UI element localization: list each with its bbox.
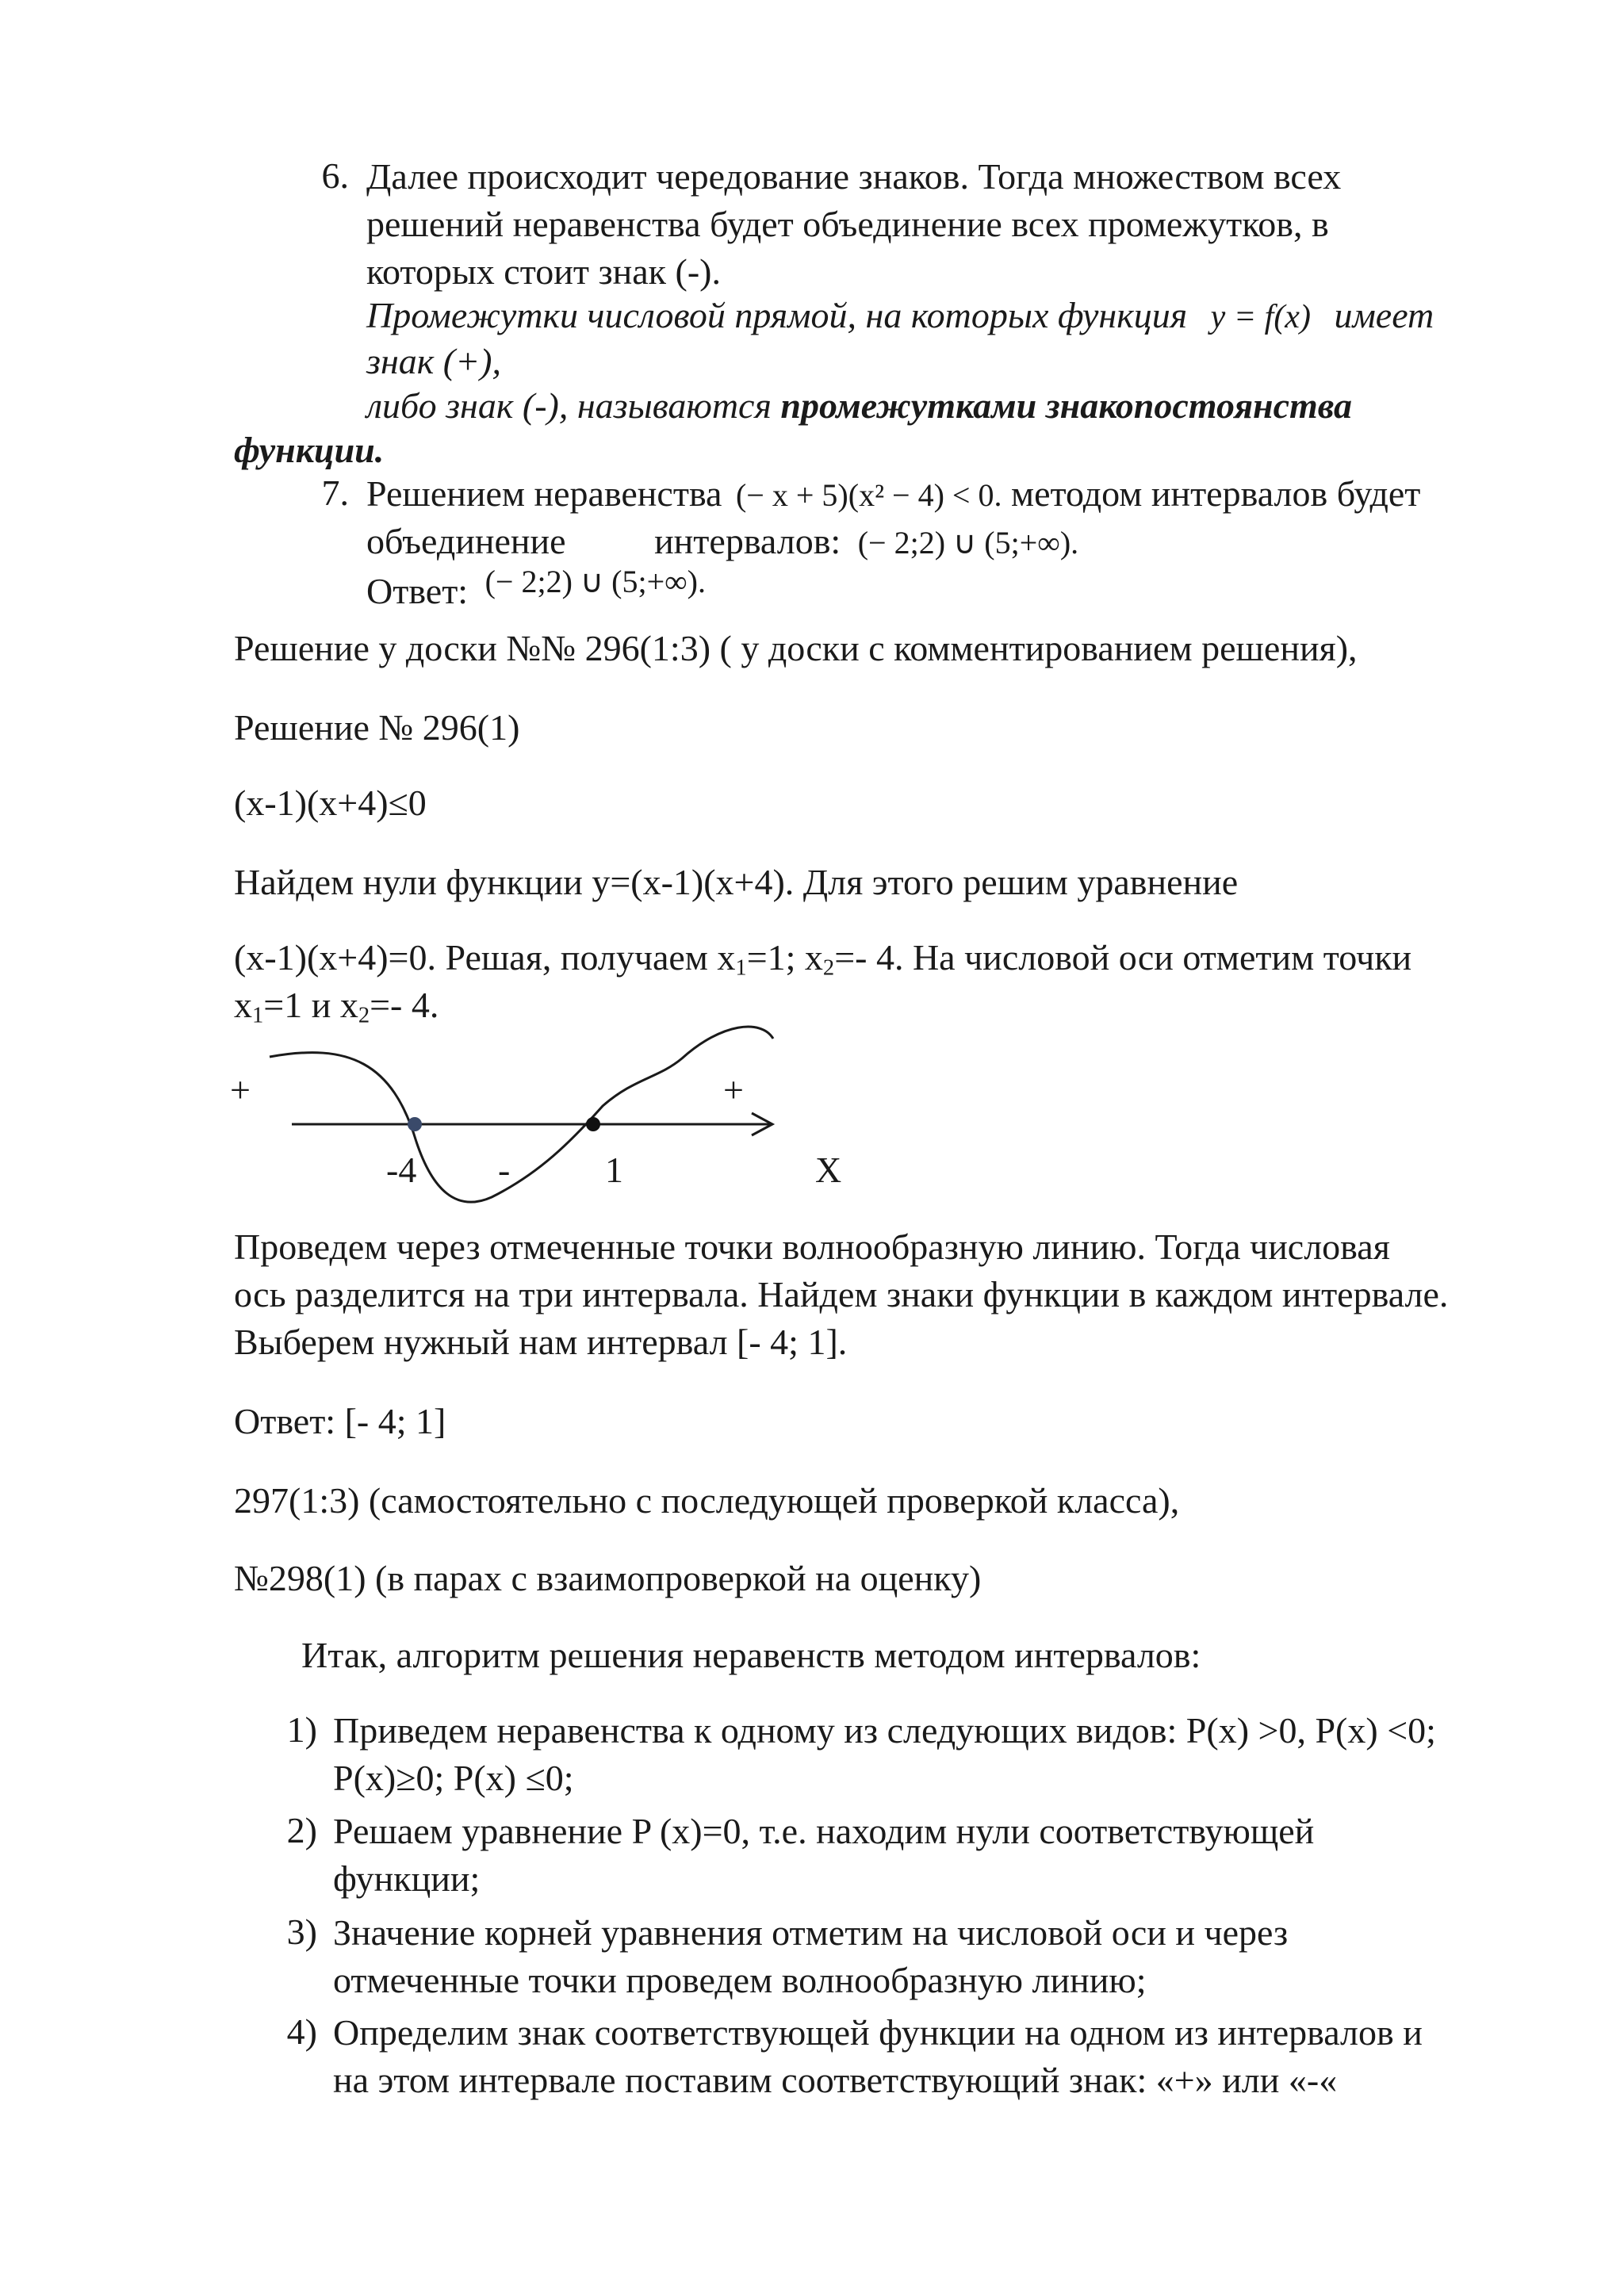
points-text-c: =- 4. xyxy=(370,985,439,1025)
root-label-1: 1 xyxy=(605,1150,623,1190)
algorithm-step-3-number: 3) xyxy=(286,1911,317,1952)
algorithm-step-4-number: 4) xyxy=(286,2011,317,2052)
task-298: №298(1) (в парах с взаимопроверкой на оценку) xyxy=(234,1558,982,1598)
algorithm-step-4-line-1: Определим знак соответствующей функции на одном из интервалов и xyxy=(333,2012,1423,2053)
algorithm-step-1-line-1: Приведем неравенства к одному из следующих видов: P(x) >0, P(x) <0; xyxy=(333,1710,1436,1751)
algorithm-intro: Итак, алгоритм решения неравенств методом интервалов: xyxy=(301,1635,1201,1675)
axis-label-x: X xyxy=(815,1150,842,1190)
sign-minus-middle: - xyxy=(498,1150,511,1190)
wave-paragraph-line-3: Выберем нужный нам интервал [- 4; 1]. xyxy=(234,1322,848,1362)
answer-label: Ответ: xyxy=(366,571,469,611)
root-label-minus-4: -4 xyxy=(386,1150,417,1190)
algorithm-step-1-line-2: P(x)≥0; P(x) ≤0; xyxy=(333,1758,574,1798)
solve-sub-2: 2 xyxy=(822,955,835,981)
points-sub-1: 1 xyxy=(252,1003,264,1028)
points-line xyxy=(234,983,439,1029)
solution-title: Решение № 296(1) xyxy=(234,707,520,748)
definition-term-b: функции. xyxy=(234,430,385,470)
italic-text-a: Промежутки числовой прямой, на которых функция xyxy=(366,295,1188,335)
item-7-text-a: Решением неравенства xyxy=(366,473,722,514)
points-text-b: =1 и х xyxy=(263,985,358,1025)
solve-text-b: =1; х xyxy=(746,937,823,978)
item-7-line-2 xyxy=(366,519,1078,563)
item-7-answer xyxy=(366,564,706,613)
item-6-line-1: Далее происходит чередование знаков. Тогда множеством всех xyxy=(366,156,1342,197)
item-6-italic-line-2: знак (+), xyxy=(366,341,501,381)
item-7-line-1 xyxy=(366,472,1420,515)
algorithm-step-3-line-2: отмеченные точки проведем волнообразную линию; xyxy=(333,1960,1147,2000)
answer-value: (− 2;2) ∪ (5;+∞). xyxy=(485,564,706,599)
task-297: 297(1:3) (самостоятельно с последующей проверкой класса), xyxy=(234,1480,1180,1521)
italic-text-c: либо знак (-), называются xyxy=(366,385,772,426)
board-task: Решение у доски №№ 296(1:3) ( у доски с комментированием решения), xyxy=(234,628,1358,668)
algorithm-step-2-line-1: Решаем уравнение P (x)=0, т.е. находим нули соответствующей xyxy=(333,1811,1315,1851)
sign-plus-right: + xyxy=(723,1070,744,1110)
points-sub-2: 2 xyxy=(358,1003,370,1028)
algorithm-step-2-number: 2) xyxy=(286,1810,317,1850)
solve-line xyxy=(234,936,1411,982)
item-7-union: (− 2;2) ∪ (5;+∞). xyxy=(857,525,1079,561)
item-7-text-b: методом интервалов будет xyxy=(1011,473,1421,514)
solve-sub-1: 1 xyxy=(735,955,747,981)
solve-text-a: (х-1)(х+4)=0. Решая, получаем х xyxy=(234,937,736,978)
algorithm-step-2-line-2: функции; xyxy=(333,1858,481,1899)
wave-paragraph-line-2: ось разделится на три интервала. Найдем знаки функции в каждом интервале. xyxy=(234,1274,1449,1314)
item-6-line-3: которых стоит знак (-). xyxy=(366,251,721,292)
wave-paragraph-line-1: Проведем через отмеченные точки волнообразную линию. Тогда числовая xyxy=(234,1226,1390,1267)
answer-296: Ответ: [- 4; 1] xyxy=(234,1401,446,1441)
sign-plus-left: + xyxy=(230,1070,251,1110)
definition-term-a: промежутками знакопостоянства xyxy=(780,385,1353,426)
item-7-line-2b: интервалов: xyxy=(654,521,841,561)
item-7-line-2a: объединение xyxy=(366,521,566,561)
axis-arrowhead xyxy=(752,1113,772,1135)
item-7-inequality: (− x + 5)(x² − 4) < 0. xyxy=(735,477,1002,513)
algorithm-step-4-line-2: на этом интервале поставим соответствующий знак: «+» или «-« xyxy=(333,2060,1338,2100)
algorithm-step-3-line-1: Значение корней уравнения отметим на числовой оси и через xyxy=(333,1912,1289,1953)
item-6-number: 6. xyxy=(321,155,349,196)
item-6-italic-line-1 xyxy=(366,293,1434,337)
sign-wave-curve xyxy=(270,1027,773,1202)
root-point-minus-4 xyxy=(408,1117,422,1131)
inequality-296: (x-1)(x+4)≤0 xyxy=(234,783,427,823)
item-6-italic-line-3 xyxy=(366,384,1352,427)
points-text-a: х xyxy=(234,985,252,1025)
item-7-number: 7. xyxy=(321,473,349,513)
find-zeros: Найдем нули функции у=(х-1)(х+4). Для этого решим уравнение xyxy=(234,862,1239,902)
function-formula: y = f(x) xyxy=(1210,299,1311,335)
solve-text-c: =- 4. На числовой оси отметим точки xyxy=(834,937,1412,978)
algorithm-step-1-number: 1) xyxy=(286,1709,317,1750)
italic-text-b: имеет xyxy=(1334,295,1434,335)
root-point-1 xyxy=(586,1117,600,1131)
item-6-line-2: решений неравенства будет объединение всех промежутков, в xyxy=(366,204,1329,244)
